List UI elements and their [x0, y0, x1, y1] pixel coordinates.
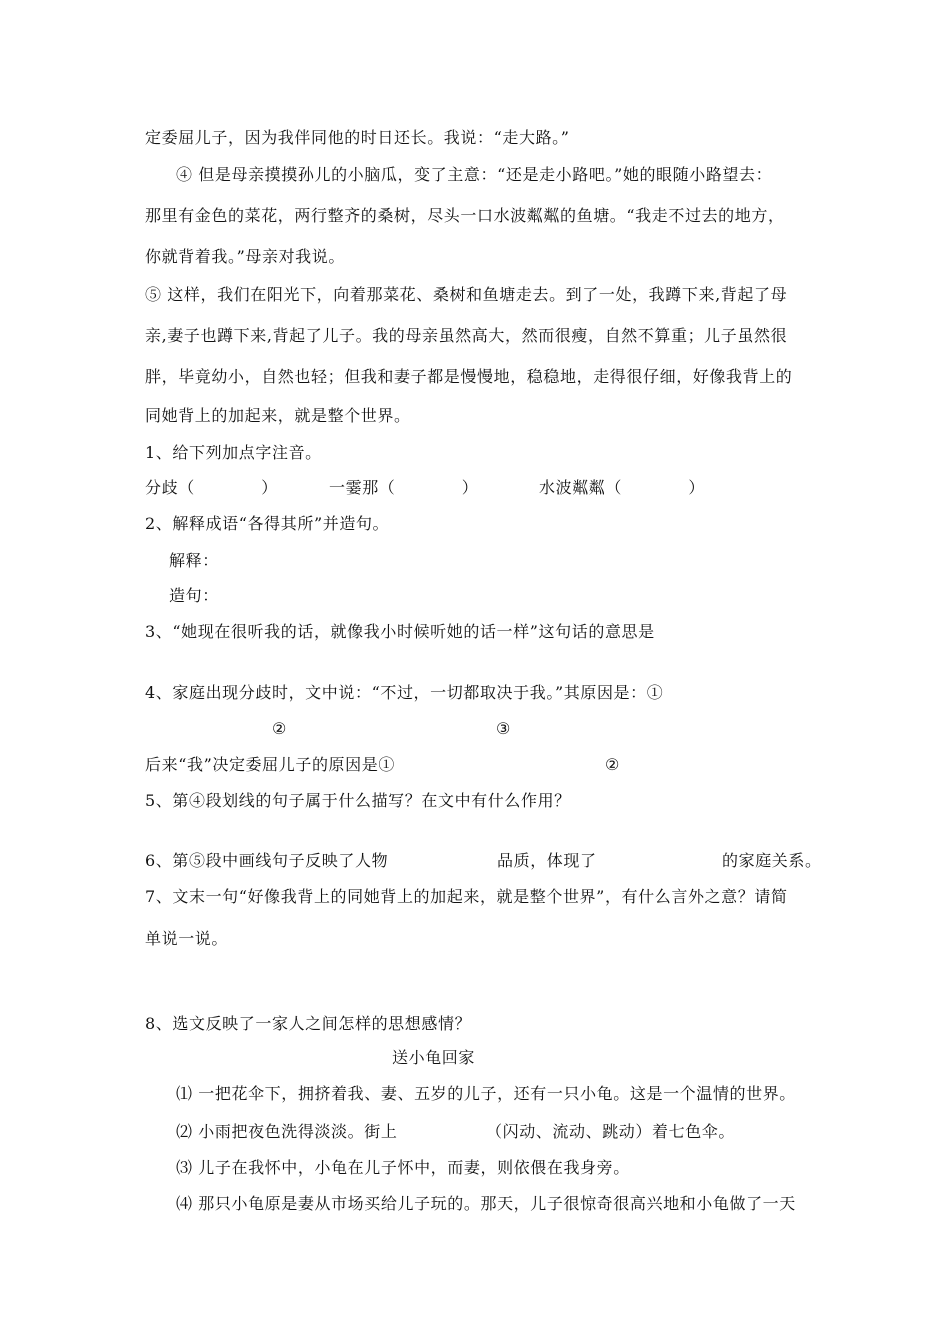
- question-7-continued: 单说一说。: [145, 929, 229, 948]
- question-4-blank-3: ③: [496, 719, 511, 738]
- question-2-sentence: 造句：: [169, 586, 219, 605]
- paragraph-4-line: ④ 但是母亲摸摸孙儿的小脑瓜，变了主意：“还是走小路吧。”她的眼随小路望去：: [176, 165, 773, 184]
- paragraph-4-line: 那里有金色的菜花，两行整齐的桑树，尽头一口水波粼粼的鱼塘。“我走不过去的地方，: [145, 206, 785, 225]
- story-paragraph-1: ⑴ 一把花伞下，拥挤着我、妻、五岁的儿子，还有一只小龟。这是一个温情的世界。: [176, 1084, 796, 1103]
- question-6-part-a: 6、第⑤段中画线句子反映了人物: [145, 851, 389, 870]
- question-2-explain: 解释：: [169, 551, 219, 570]
- paragraph-4-line: 你就背着我。”母亲对我说。: [145, 247, 345, 266]
- question-8: 8、选文反映了一家人之间怎样的思想感情？: [145, 1014, 472, 1033]
- paragraph-5-line: 亲,妻子也蹲下来,背起了儿子。我的母亲虽然高大，然而很瘦，自然不算重；儿子虽然很: [145, 326, 788, 345]
- question-1: 1、给下列加点字注音。: [145, 443, 322, 462]
- paragraph-5-line: 同她背上的加起来，就是整个世界。: [145, 406, 411, 425]
- paragraph-5-line: 胖，毕竟幼小，自然也轻；但我和妻子都是慢慢地，稳稳地，走得很仔细，好像我背上的: [145, 367, 793, 386]
- question-3: 3、“她现在很听我的话，就像我小时候听她的话一样”这句话的意思是: [145, 622, 655, 641]
- story-paragraph-3: ⑶ 儿子在我怀中，小龟在儿子怀中，而妻，则依偎在我身旁。: [176, 1158, 630, 1177]
- question-1-item-c: 水波粼粼（ ）: [539, 478, 706, 497]
- question-5: 5、第④段划线的句子属于什么描写？在文中有什么作用？: [145, 791, 571, 810]
- paragraph-5-line: ⑤ 这样，我们在阳光下，向着那菜花、桑树和鱼塘走去。到了一处，我蹲下来,背起了母: [145, 285, 788, 304]
- story-paragraph-2-part-b: （闪动、流动、跳动）着七色伞。: [486, 1122, 736, 1141]
- question-1-item-a: 分歧（ ）: [145, 478, 278, 497]
- question-4-later-blank-2: ②: [605, 755, 620, 774]
- story-paragraph-4: ⑷ 那只小龟原是妻从市场买给儿子玩的。那天，儿子很惊奇很高兴地和小龟做了一天: [176, 1194, 796, 1213]
- question-1-item-b: 一霎那（ ）: [329, 478, 479, 497]
- question-6-part-c: 的家庭关系。: [722, 851, 822, 870]
- question-2: 2、解释成语“各得其所”并造句。: [145, 514, 390, 533]
- story-paragraph-2-part-a: ⑵ 小雨把夜色洗得淡淡。街上: [176, 1122, 398, 1141]
- question-4: 4、家庭出现分歧时，文中说：“不过，一切都取决于我。”其原因是：①: [145, 683, 664, 702]
- question-4-later: 后来“我”决定委屈儿子的原因是①: [145, 755, 395, 774]
- passage-title: 送小龟回家: [392, 1048, 476, 1067]
- question-4-blank-2: ②: [272, 719, 287, 738]
- passage-line: 定委屈儿子，因为我伴同他的时日还长。我说：“走大路。”: [145, 128, 570, 147]
- question-6-part-b: 品质，体现了: [497, 851, 597, 870]
- question-7: 7、文末一句“好像我背上的同她背上的加起来，就是整个世界”，有什么言外之意？请简: [145, 887, 788, 906]
